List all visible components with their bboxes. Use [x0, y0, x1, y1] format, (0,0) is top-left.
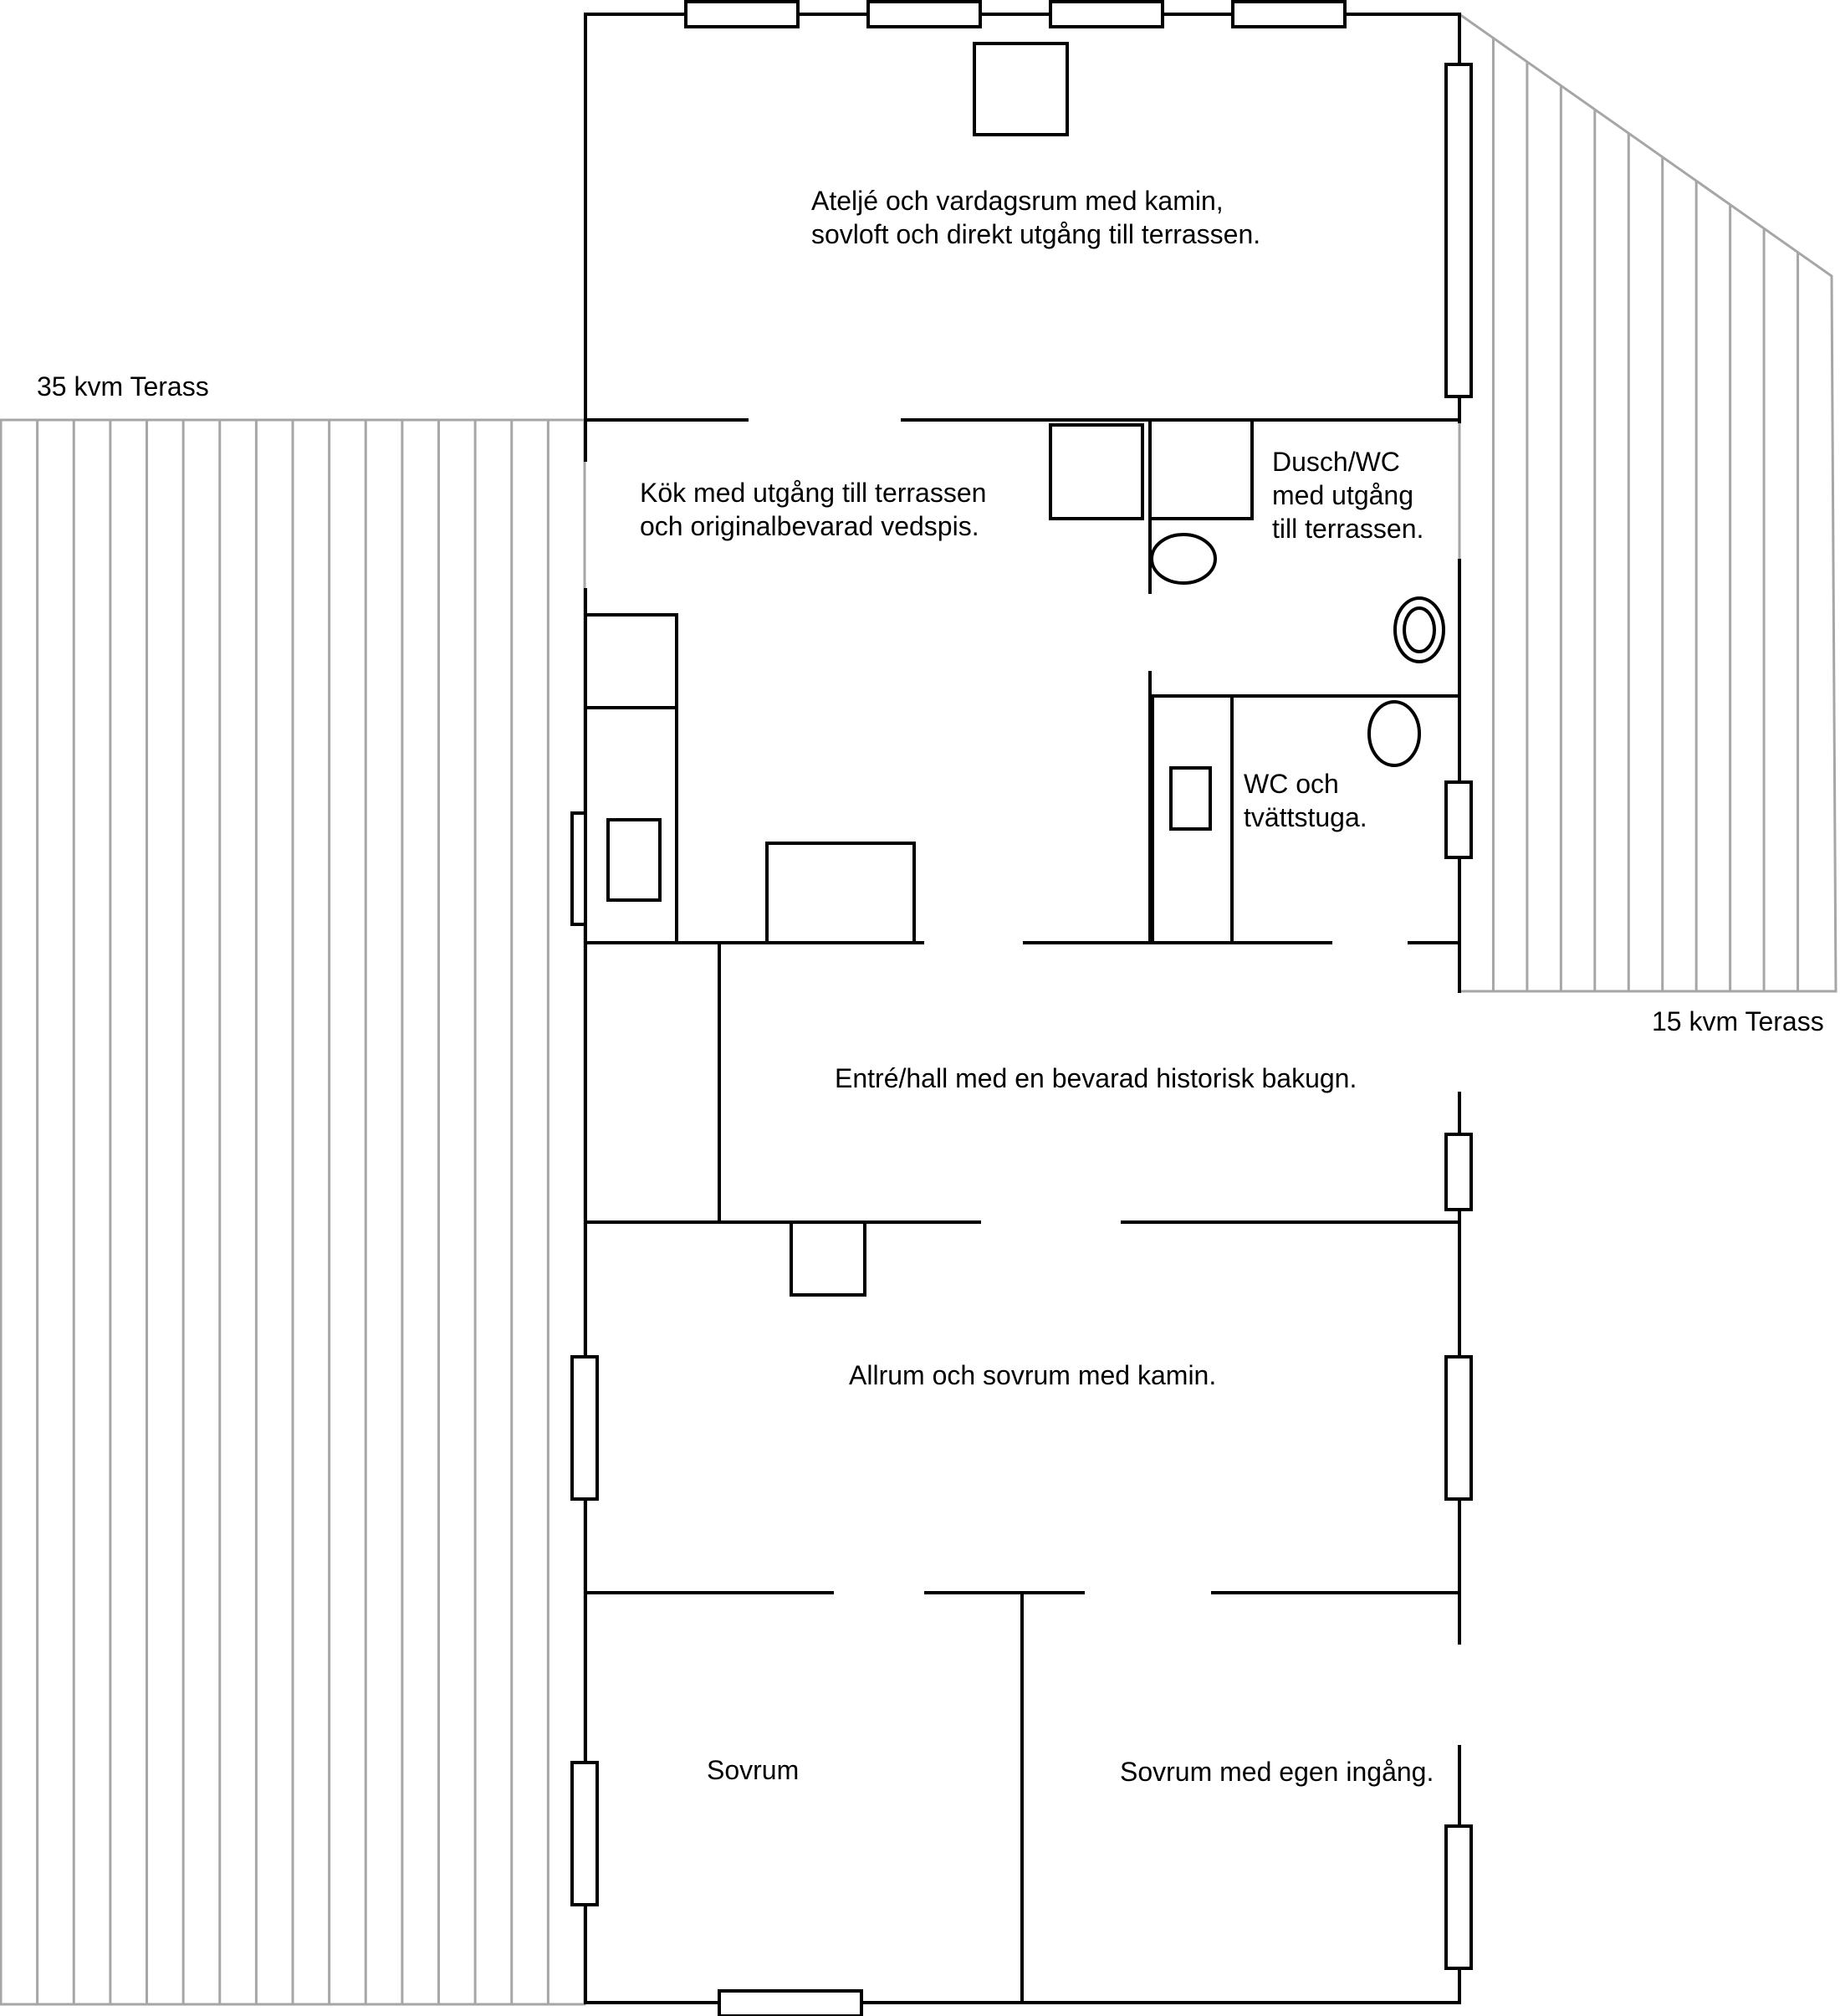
east-terrace-outline — [1459, 14, 1836, 991]
room-label-sovrum-line-1: Sovrum — [707, 1755, 800, 1785]
window-east-allrum — [1446, 1357, 1471, 1499]
west-terrace-label: 35 kvm Terass — [37, 371, 209, 402]
west-terrace — [1, 420, 585, 2004]
window-west-allrum — [572, 1357, 597, 1499]
room-label-dusch-line-2: med utgång — [1272, 480, 1414, 510]
shower-box — [1150, 420, 1252, 519]
window-top-1 — [686, 2, 798, 27]
east-terrace-label: 15 kvm Terass — [1652, 1006, 1824, 1036]
window-top-4 — [1233, 2, 1345, 27]
room-label-wc-line-2: tvättstuga. — [1244, 802, 1367, 832]
room-label-kok-line-2: och originalbevarad vedspis. — [640, 511, 979, 541]
room-label-atelje-line-1: Ateljé och vardagsrum med kamin, — [811, 186, 1224, 216]
room-label-wc-line-1: WC och — [1244, 769, 1339, 799]
toilet-wc — [1369, 702, 1419, 765]
room-label-kok-line-1: Kök med utgång till terrassen — [640, 478, 987, 508]
vedspis — [767, 843, 914, 943]
east-terrace — [1459, 14, 1836, 991]
room-label-allrum — [849, 1358, 1216, 1392]
room-label-entre-line-1: Entré/hall med en bevarad historisk bakugn. — [835, 1063, 1357, 1093]
window-east-wc — [1446, 782, 1471, 857]
window-top-3 — [1050, 2, 1163, 27]
window-east-entre — [1446, 1134, 1471, 1210]
laundry-machine — [1171, 768, 1210, 829]
room-label-atelje-line-2: sovloft och direkt utgång till terrassen. — [811, 219, 1261, 249]
room-label-sovrum — [707, 1753, 799, 1787]
bakugn — [585, 943, 719, 1222]
room-label-dusch-line-1: Dusch/WC — [1272, 447, 1400, 477]
toilet-dusch — [1152, 535, 1215, 583]
stove-atelje — [974, 43, 1067, 135]
room-label-dusch-line-3: till terrassen. — [1272, 514, 1424, 544]
room-label-wc — [1244, 767, 1367, 834]
window-bottom — [719, 1991, 861, 2016]
window-east-sovrum — [1446, 1826, 1471, 1968]
kitchen-sink — [608, 820, 660, 900]
kamin-allrum — [791, 1222, 865, 1295]
room-label-sovrum-ingang-line-1: Sovrum med egen ingång. — [1120, 1757, 1434, 1787]
east-terrace-slats — [1493, 38, 1797, 991]
sink-dusch-inner — [1404, 608, 1434, 652]
west-terrace-slats — [38, 420, 549, 2004]
window-east-atelje — [1446, 64, 1471, 397]
window-west-sovrum — [572, 1763, 597, 1905]
room-label-sovrum-ingang — [1120, 1755, 1434, 1788]
room-label-kok — [640, 476, 986, 543]
kitchen-counter-upper — [585, 615, 677, 708]
window-top-2 — [868, 2, 980, 27]
room-label-entre — [835, 1062, 1357, 1095]
kitchen-box — [1050, 425, 1142, 519]
room-label-atelje — [811, 184, 1260, 251]
room-label-dusch — [1272, 445, 1423, 545]
room-label-allrum-line-1: Allrum och sovrum med kamin. — [849, 1360, 1217, 1390]
